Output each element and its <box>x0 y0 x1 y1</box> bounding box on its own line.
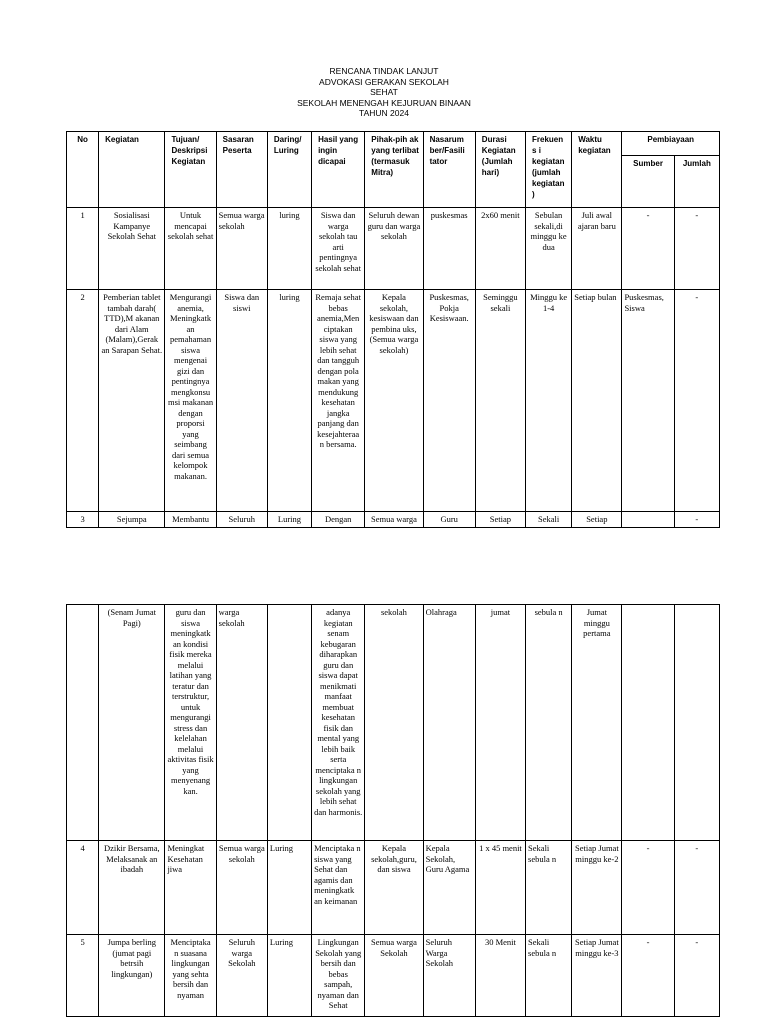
cell-jumlah: - <box>674 208 719 290</box>
cell-daring: Luring <box>267 512 311 528</box>
cell-nasarum: puskesmas <box>423 208 475 290</box>
table-row <box>67 935 720 1017</box>
cell-tujuan: Meningkat Kesehatan jiwa <box>165 841 216 935</box>
cell-sumber: - <box>622 935 674 1017</box>
cell-nasarum: Guru <box>423 512 475 528</box>
cell-sasaran: Semua warga sekolah <box>216 208 267 290</box>
cell-hasil: Remaja sehat bebas anemia,Men ciptakan siswa yang lebih sehat dan tangguh dengan pola makan yang mendukung kesehatan jangka panjang dan kesejahteraa n bersama. <box>312 290 365 512</box>
title-line: SEKOLAH MENENGAH KEJURUAN BINAAN <box>297 97 471 108</box>
cell-no: 3 <box>67 512 99 528</box>
cell-kegiatan: Jumpa berling (jumat pagi betrsih lingkungan) <box>99 935 165 1017</box>
cell-daring <box>267 605 311 841</box>
header-waktu: Waktu kegiatan <box>572 132 622 208</box>
cell-daring: luring <box>267 290 311 512</box>
cell-no: 5 <box>67 935 99 1017</box>
cell-hasil: Siswa dan warga sekolah tau arti pentingnya sekolah sehat <box>312 208 365 290</box>
cell-sasaran: Siswa dan siswi <box>216 290 267 512</box>
cell-frekuensi: Minggu ke 1-4 <box>526 290 572 512</box>
header-no: No <box>67 132 99 208</box>
title-line: ADVOKASI GERAKAN SEKOLAH <box>319 76 449 87</box>
cell-tujuan: Mengurangi anemia, Meningkatk an pemahaman siswa mengenai gizi dan pentingnya mengkonsu msi makanan dengan proporsi yang seimbang dari semua kelompok makanan. <box>165 290 216 512</box>
document-title <box>0 66 768 119</box>
table-row <box>67 290 720 512</box>
table-row <box>67 605 720 841</box>
cell-kegiatan: (Senam Jumat Pagi) <box>99 605 165 841</box>
header-sasaran: Sasaran Peserta <box>216 132 267 208</box>
plan-table-page-2 <box>66 604 720 1017</box>
cell-frekuensi: Sebulan sekali,di minggu ke dua <box>526 208 572 290</box>
cell-sumber: Puskesmas, Siswa <box>622 290 674 512</box>
cell-pihak: Semua warga <box>365 512 423 528</box>
cell-waktu: Setiap Jumat minggu ke-2 <box>572 841 622 935</box>
cell-durasi: 1 x 45 menit <box>475 841 525 935</box>
title-line: SEHAT <box>370 87 398 97</box>
cell-sasaran: Seluruh warga Sekolah <box>216 935 267 1017</box>
cell-pihak: Kepala sekolah, kesiswaan dan pembina uks, (Semua warga sekolah) <box>365 290 423 512</box>
cell-pihak: sekolah <box>365 605 423 841</box>
header-nasarum: Nasarum ber/Fasili tator <box>423 132 475 208</box>
header-daring: Daring/ Luring <box>267 132 311 208</box>
cell-waktu: Setiap <box>572 512 622 528</box>
cell-kegiatan: Dzikir Bersama, Melaksanak an ibadah <box>99 841 165 935</box>
title-line: TAHUN 2024 <box>359 108 409 118</box>
cell-nasarum: Olahraga <box>423 605 475 841</box>
cell-jumlah: - <box>674 512 719 528</box>
cell-sumber <box>622 605 674 841</box>
header-tujuan: Tujuan/ Deskripsi Kegiatan <box>165 132 216 208</box>
cell-daring: Luring <box>267 935 311 1017</box>
cell-tujuan: Untuk mencapai sekolah sehat <box>165 208 216 290</box>
header-pembiayaan: Pembiayaan <box>622 132 720 156</box>
cell-daring: Luring <box>267 841 311 935</box>
cell-durasi: Setiap <box>475 512 525 528</box>
cell-jumlah: - <box>674 935 719 1017</box>
cell-hasil: Dengan <box>312 512 365 528</box>
header-durasi: Durasi Kegiatan (Jumlah hari) <box>475 132 525 208</box>
cell-frekuensi: sebula n <box>526 605 572 841</box>
cell-durasi: 2x60 menit <box>475 208 525 290</box>
cell-daring: luring <box>267 208 311 290</box>
cell-sumber <box>622 512 674 528</box>
cell-no: 1 <box>67 208 99 290</box>
cell-durasi: Seminggu sekali <box>475 290 525 512</box>
table-row <box>67 841 720 935</box>
cell-waktu: Juli awal ajaran baru <box>572 208 622 290</box>
header-kegiatan: Kegiatan <box>99 132 165 208</box>
cell-waktu: Setiap Jumat minggu ke-3 <box>572 935 622 1017</box>
cell-durasi: jumat <box>475 605 525 841</box>
cell-sasaran: warga sekolah <box>216 605 267 841</box>
cell-pihak: Semua warga Sekolah <box>365 935 423 1017</box>
cell-sumber: - <box>622 208 674 290</box>
cell-sumber: - <box>622 841 674 935</box>
cell-pihak: Seluruh dewan guru dan warga sekolah <box>365 208 423 290</box>
header-jumlah: Jumlah <box>674 156 719 208</box>
cell-pihak: Kepala sekolah,guru, dan siswa <box>365 841 423 935</box>
cell-nasarum: Kepala Sekolah, Guru Agama <box>423 841 475 935</box>
header-hasil: Hasil yang ingin dicapai <box>312 132 365 208</box>
cell-kegiatan: Sejumpa <box>99 512 165 528</box>
cell-no: 4 <box>67 841 99 935</box>
cell-durasi: 30 Menit <box>475 935 525 1017</box>
cell-sasaran: Semua warga sekolah <box>216 841 267 935</box>
header-frekuensi: Frekuen s i kegiatan (jumlah kegiatan ) <box>526 132 572 208</box>
cell-nasarum: Puskesmas, Pokja Kesiswaan. <box>423 290 475 512</box>
cell-tujuan: Membantu <box>165 512 216 528</box>
table-row <box>67 208 720 290</box>
cell-frekuensi: Sekali <box>526 512 572 528</box>
header-pihak: Pihak-pih ak yang terlibat (termasuk Mitra) <box>365 132 423 208</box>
cell-jumlah <box>674 605 719 841</box>
cell-frekuensi: Sekali sebula n <box>526 935 572 1017</box>
cell-nasarum: Seluruh Warga Sekolah <box>423 935 475 1017</box>
cell-no: 2 <box>67 290 99 512</box>
cell-tujuan: Menciptaka n suasana lingkungan yang sehta bersih dan nyaman <box>165 935 216 1017</box>
table-row <box>67 512 720 528</box>
cell-waktu: Jumat minggu pertama <box>572 605 622 841</box>
cell-jumlah: - <box>674 841 719 935</box>
cell-kegiatan: Pemberian tablet tambah darah( TTD),M akanan dari Alam (Malam),Gerak an Sarapan Sehat. <box>99 290 165 512</box>
cell-frekuensi: Sekali sebula n <box>526 841 572 935</box>
title-line: RENCANA TINDAK LANJUT <box>329 66 439 76</box>
cell-hasil: adanya kegiatan senam kebugaran diharapkan guru dan siswa dapat menikmati manfaat membuat kesehatan fisik dan mental yang lebih baik serta menciptaka n lingkungan sekolah yang lebih sehat dan harmonis. <box>312 605 365 841</box>
cell-tujuan: guru dan siswa meningkatk an kondisi fisik mereka melalui latihan yang teratur dan terstruktur, untuk mengurangi stress dan kelelahan melalui aktivitas fisik yang menyenang kan. <box>165 605 216 841</box>
cell-sasaran: Seluruh <box>216 512 267 528</box>
cell-no <box>67 605 99 841</box>
cell-hasil: Menciptaka n siswa yang Sehat dan agamis dan meningkatk an keimanan <box>312 841 365 935</box>
cell-waktu: Setiap bulan <box>572 290 622 512</box>
cell-hasil: Lingkungan Sekolah yang bersih dan bebas sampah, nyaman dan Sehat <box>312 935 365 1017</box>
cell-jumlah: - <box>674 290 719 512</box>
plan-table-page-1 <box>66 131 720 528</box>
header-sumber: Sumber <box>622 156 674 208</box>
cell-kegiatan: Sosialisasi Kampanye Sekolah Sehat <box>99 208 165 290</box>
